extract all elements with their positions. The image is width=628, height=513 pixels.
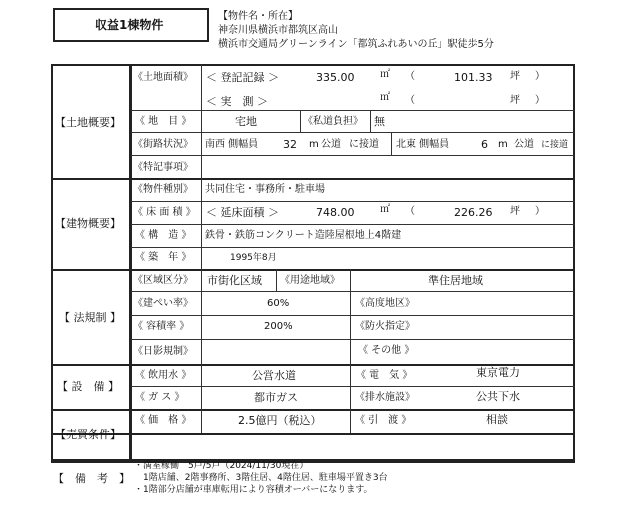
- water-value: 公営水道: [252, 369, 296, 382]
- notes-section-label: 【 備 考 】: [53, 472, 130, 485]
- other-law-label: 《 その他 》: [358, 345, 415, 356]
- bcr-label: 《建ぺい率》: [133, 298, 193, 309]
- registry-tsubo-unit: 坪: [510, 71, 520, 82]
- price-label: 《 価 格 》: [135, 415, 192, 426]
- notes-line-2: 1階店舗、2階事務所、3階住居、4階住居、駐車場平置き3台: [134, 473, 388, 483]
- gas-label: 《 ガ ス 》: [135, 392, 185, 403]
- survey-paren-open: （: [405, 95, 415, 106]
- zone-label: 《区域区分》: [133, 275, 193, 286]
- structure-label: 《 構 造 》: [135, 230, 192, 241]
- water-label: 《 飲用水 》: [135, 370, 192, 381]
- height-district-label: 《高度地区》: [355, 298, 415, 309]
- floor-area-label: 《 床 面 積 》: [133, 207, 196, 218]
- registry-m2-unit: ㎡: [380, 69, 390, 80]
- road1-contact: に接道: [349, 139, 379, 150]
- land-category-value: 宅地: [235, 115, 257, 128]
- total-floor-tsubo-unit: 坪: [510, 206, 520, 217]
- drain-label: 《排水施設》: [355, 392, 415, 403]
- far-label: 《 容積率 》: [133, 321, 190, 332]
- facilities-section-label: 【 設 備 】: [57, 380, 119, 393]
- land-section-label: 【土地概要】: [55, 116, 121, 129]
- total-floor-tsubo: 226.26: [454, 206, 493, 219]
- delivery-value: 相談: [486, 413, 508, 426]
- built-year-value: 1995年8月: [230, 253, 277, 263]
- total-floor-paren-close: ）: [535, 206, 545, 217]
- special-notes-label: 《特記事項》: [133, 162, 193, 173]
- property-access: 横浜市交通局グリーンライン「都筑ふれあいの丘」駅徒歩5分: [218, 39, 494, 50]
- registry-paren-close: ）: [535, 71, 545, 82]
- electric-value: 東京電力: [476, 366, 520, 379]
- road2-width: 6: [481, 138, 488, 151]
- built-year-label: 《 築 年 》: [135, 252, 192, 263]
- road2-unit: m: [498, 139, 508, 150]
- land-category-label: 《 地 目 》: [135, 116, 192, 127]
- road-status-label: 《街路状況》: [133, 139, 193, 150]
- far-value: 200%: [264, 321, 293, 332]
- building-type-label: 《物件種別》: [133, 184, 193, 195]
- total-floor-label: ＜ 延床面積 ＞: [206, 206, 279, 219]
- structure-value: 鉄骨・鉄筋コンクリート造陸屋根地上4階建: [205, 230, 402, 241]
- law-section-label: 【 法規制 】: [59, 311, 121, 324]
- notes-line-1: ・満室稼働 5戸/5戸（2024/11/30現在）: [134, 461, 309, 471]
- road1-type: 公道: [321, 139, 341, 150]
- bcr-value: 60%: [267, 298, 290, 309]
- electric-label: 《 電 気 》: [356, 370, 413, 381]
- drain-value: 公共下水: [476, 390, 520, 403]
- road1-unit: m: [309, 139, 319, 150]
- property-name-label: 【物件名・所在】: [218, 11, 298, 22]
- notes-line-3: ・1階部分店舗が車庫転用により容積オーバーになります。: [134, 485, 373, 495]
- private-road-label: 《私道負担》: [303, 116, 363, 127]
- zone-value: 市街化区域: [207, 274, 262, 287]
- building-type-value: 共同住宅・事務所・駐車場: [205, 184, 325, 195]
- use-zone-value: 準住居地域: [428, 274, 483, 287]
- survey-m2-unit: ㎡: [380, 92, 390, 103]
- total-floor-m2: 748.00: [316, 206, 355, 219]
- registry-label: ＜ 登記記録 ＞: [206, 71, 279, 84]
- road2-direction: 北東 側幅員: [396, 139, 450, 150]
- road1-width: 32: [283, 138, 297, 151]
- private-road-value: 無: [374, 115, 385, 128]
- survey-label: ＜ 実 測 ＞: [206, 95, 268, 108]
- use-zone-label: 《用途地域》: [280, 275, 340, 286]
- survey-tsubo-unit: 坪: [510, 95, 520, 106]
- land-area-label: 《土地面積》: [133, 72, 193, 83]
- road2-type: 公道: [514, 139, 534, 150]
- total-floor-paren-open: （: [405, 206, 415, 217]
- fire-label: 《防火指定》: [355, 321, 415, 332]
- registry-m2: 335.00: [316, 71, 355, 84]
- total-floor-m2-unit: ㎡: [380, 204, 390, 215]
- delivery-label: 《 引 渡 》: [355, 415, 412, 426]
- price-value: 2.5億円（税込）: [238, 414, 322, 427]
- gas-value: 都市ガス: [254, 391, 298, 404]
- road1-direction: 南西 側幅員: [205, 139, 259, 150]
- registry-tsubo: 101.33: [454, 71, 493, 84]
- sale-section-label: 【売買条件】: [55, 428, 121, 441]
- survey-paren-close: ）: [535, 95, 545, 106]
- building-section-label: 【建物概要】: [55, 217, 121, 230]
- property-address: 神奈川県横浜市都筑区高山: [218, 25, 338, 36]
- road2-contact: に接道: [541, 140, 569, 150]
- shadow-label: 《日影規制》: [133, 346, 193, 357]
- registry-paren-open: （: [405, 71, 415, 82]
- page-title: 収益1棟物件: [95, 18, 164, 32]
